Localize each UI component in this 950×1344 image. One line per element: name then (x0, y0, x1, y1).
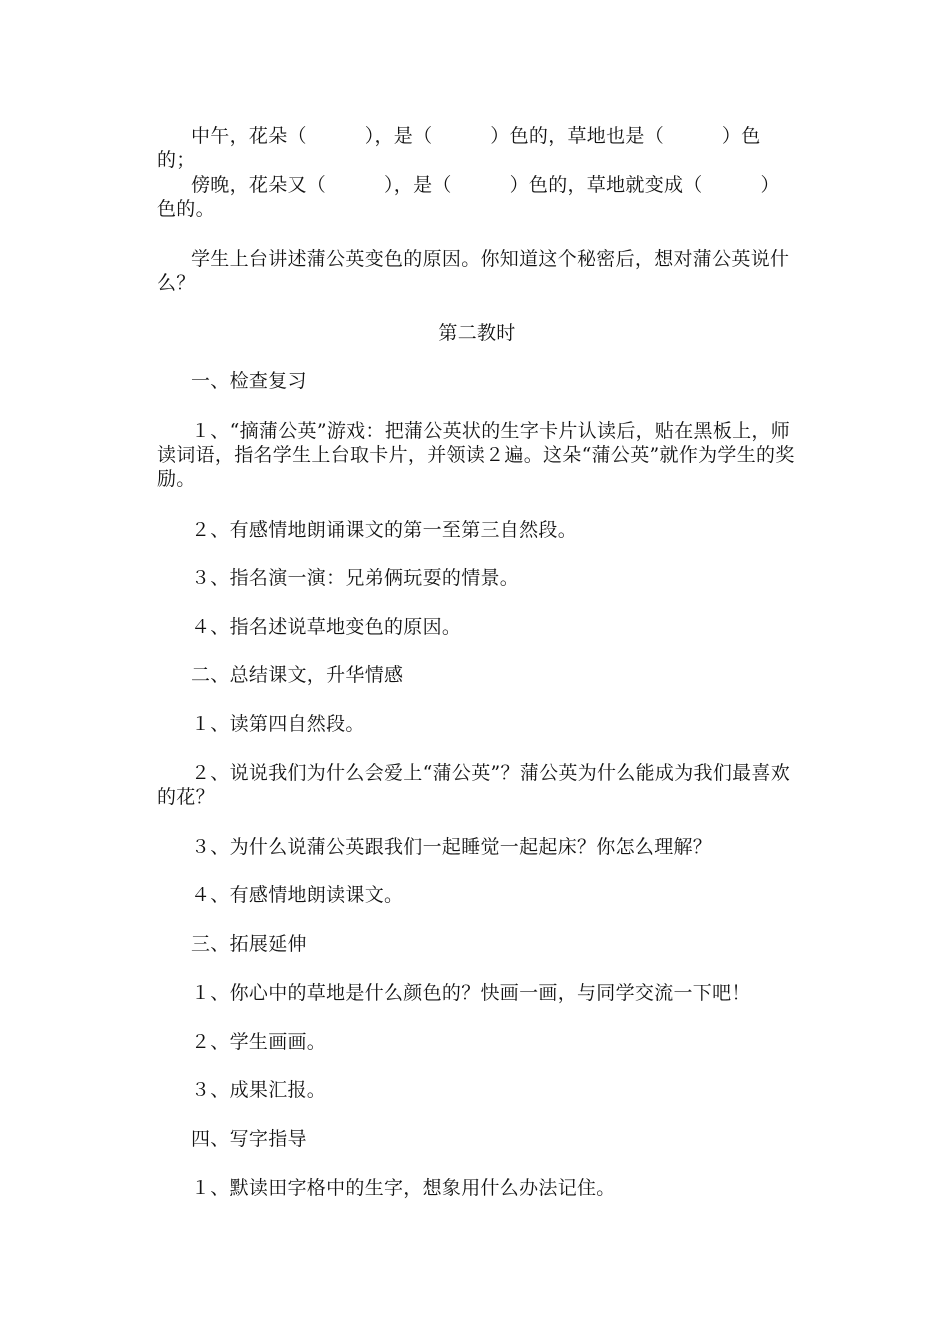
item-review-2: ２、有感情地朗诵课文的第一至第三自然段。 (191, 519, 578, 541)
item-writing-1: １、默读田字格中的生字，想象用什么办法记住。 (191, 1177, 616, 1199)
item-summary-2: ２、说说我们为什么会爱上“蒲公英”？蒲公英为什么能成为我们最喜欢的花？ (157, 762, 791, 808)
heading-summary: 二、总结课文，升华情感 (191, 664, 404, 686)
item-summary-1: １、读第四自然段。 (191, 713, 365, 735)
item-extension-1: １、你心中的草地是什么颜色的？快画一画，与同学交流一下吧！ (191, 982, 751, 1004)
item-summary-3: ３、为什么说蒲公英跟我们一起睡觉一起起床？你怎么理解？ (191, 836, 713, 858)
document-page (157, 0, 797, 1344)
paragraph-evening-fill-in: 傍晚，花朵又（ ），是（ ）色的，草地就变成（ ）色的。 (157, 174, 780, 220)
section-title-second-lesson: 第二教时 (438, 322, 516, 344)
paragraph-noon-fill-in: 中午，花朵（ ），是（ ）色的，草地也是（ ）色的； (157, 125, 761, 171)
paragraph-student-explain: 学生上台讲述蒲公英变色的原因。你知道这个秘密后，想对蒲公英说什么？ (157, 248, 790, 294)
item-review-4: ４、指名述说草地变色的原因。 (191, 616, 462, 638)
item-summary-4: ４、有感情地朗读课文。 (191, 884, 404, 906)
item-extension-3: ３、成果汇报。 (191, 1079, 327, 1101)
item-review-3: ３、指名演一演：兄弟俩玩耍的情景。 (191, 567, 520, 589)
item-extension-2: ２、学生画画。 (191, 1031, 327, 1053)
item-review-1: １、“摘蒲公英”游戏：把蒲公英状的生字卡片认读后，贴在黑板上，师读词语，指名学生上台取卡片，并领读２遍。这朵“蒲公英”就作为学生的奖励。 (157, 420, 795, 490)
heading-review: 一、检查复习 (191, 370, 307, 392)
heading-writing: 四、写字指导 (191, 1128, 307, 1150)
heading-extension: 三、拓展延伸 (191, 933, 307, 955)
